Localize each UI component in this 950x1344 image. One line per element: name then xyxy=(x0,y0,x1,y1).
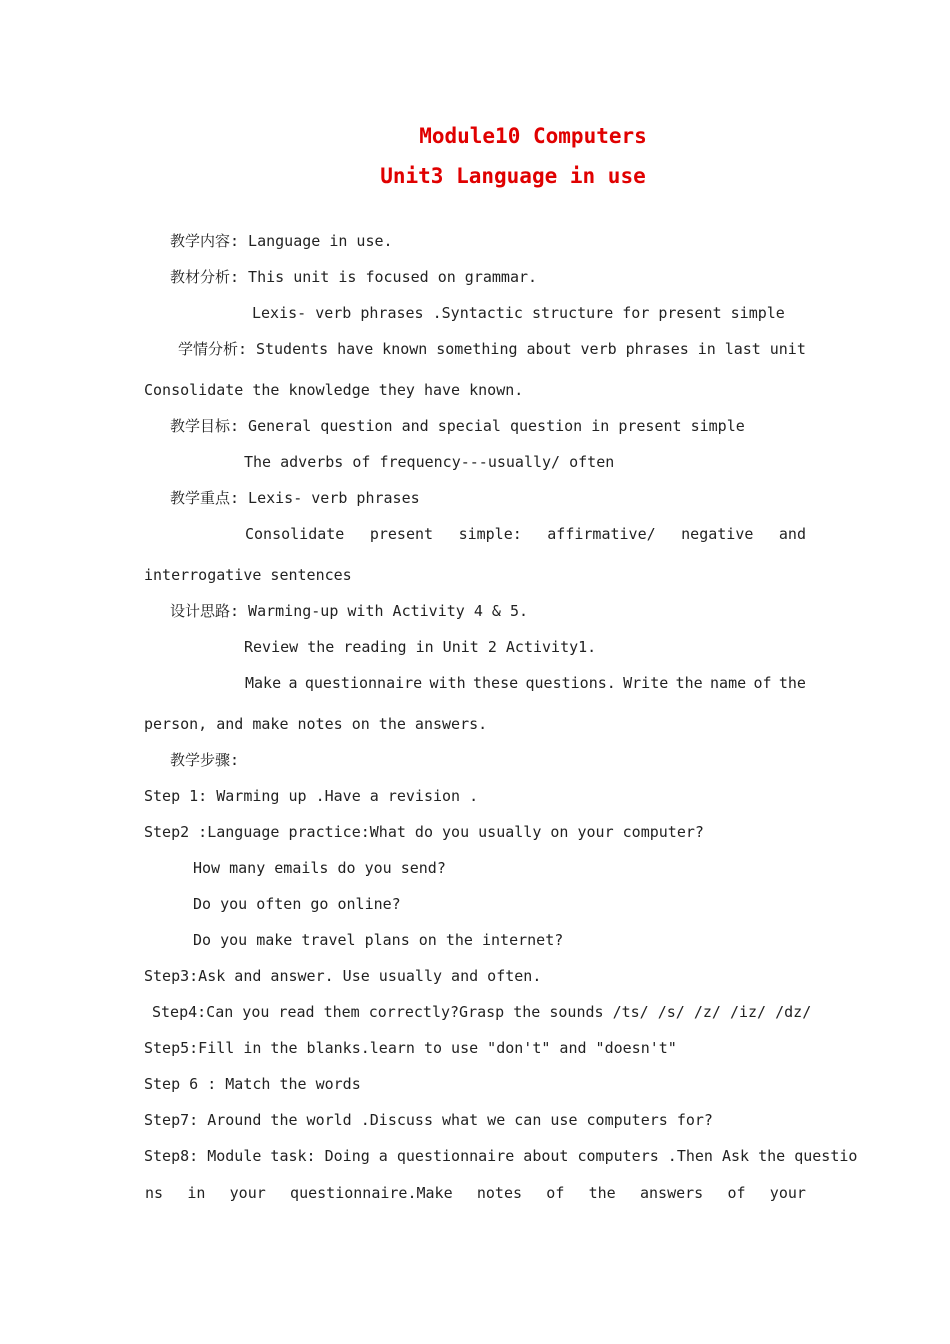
module-title: Module10 Computers xyxy=(419,124,647,148)
word: your xyxy=(229,1184,266,1202)
word: unit xyxy=(769,340,806,358)
word: present xyxy=(369,525,434,543)
unit-subtitle: Unit3 Language in use xyxy=(380,164,646,188)
step-1: Step 1: Warming up .Have a revision . xyxy=(144,787,479,805)
word: the xyxy=(588,1184,616,1202)
teaching-goal-line: 教学目标: General question and special question in present simple xyxy=(170,417,745,435)
word: of xyxy=(546,1184,565,1202)
word: questions. xyxy=(525,674,616,692)
learner-analysis-line xyxy=(178,339,806,359)
key-points-line: 教学重点: Lexis- verb phrases xyxy=(170,489,420,507)
make-questionnaire-line xyxy=(245,673,806,693)
word: questionnaire xyxy=(304,674,423,692)
word: simple: xyxy=(458,525,522,543)
teaching-content-line: 教学内容: Language in use. xyxy=(170,232,393,250)
word: affirmative/ xyxy=(547,525,656,543)
word: these xyxy=(473,674,519,692)
word: Students xyxy=(255,340,329,358)
word: last xyxy=(724,340,761,358)
word: name xyxy=(710,674,747,692)
step-6: Step 6 : Match the words xyxy=(144,1075,361,1093)
word: phrases xyxy=(625,340,689,358)
word: negative xyxy=(681,525,754,543)
word: known xyxy=(382,340,428,358)
question-3: Do you make travel plans on the internet? xyxy=(193,931,564,949)
step-5: Step5:Fill in the blanks.learn to use "don't" and "doesn't" xyxy=(144,1039,677,1057)
word: something xyxy=(436,340,518,358)
word: ns xyxy=(145,1184,164,1202)
step-4: Step4:Can you read them correctly?Grasp the sounds /ts/ /s/ /z/ /iz/ /dz/ xyxy=(152,1003,812,1021)
word: of xyxy=(727,1184,746,1202)
step-3: Step3:Ask and answer. Use usually and often. xyxy=(144,967,542,985)
adverbs-line: The adverbs of frequency---usually/ often xyxy=(244,453,615,471)
word: have xyxy=(337,340,374,358)
question-1: How many emails do you send? xyxy=(193,859,446,877)
question-2: Do you often go online? xyxy=(193,895,401,913)
word: Write xyxy=(623,674,669,692)
word: verb xyxy=(580,340,617,358)
consolidate-line: Consolidate the knowledge they have known. xyxy=(144,381,524,399)
word: and xyxy=(778,525,806,543)
material-analysis-line: 教材分析: This unit is focused on grammar. xyxy=(170,268,538,286)
present-simple-line xyxy=(245,524,806,544)
step-7: Step7: Around the world .Discuss what we can use computers for? xyxy=(144,1111,713,1129)
word: 学情分析: xyxy=(178,340,248,358)
lexis-line: Lexis- verb phrases .Syntactic structure for present simple xyxy=(252,304,785,322)
word: in xyxy=(187,1184,206,1202)
word: about xyxy=(526,340,572,358)
word: with xyxy=(429,674,466,692)
word: of xyxy=(753,674,772,692)
word: your xyxy=(769,1184,806,1202)
word: a xyxy=(288,674,298,692)
word: the xyxy=(675,674,703,692)
steps-heading: 教学步骤: xyxy=(170,751,240,769)
interrogative-line: interrogative sentences xyxy=(144,566,352,584)
word: Make xyxy=(245,674,282,692)
design-line: 设计思路: Warming-up with Activity 4 & 5. xyxy=(170,602,529,620)
person-notes-line: person, and make notes on the answers. xyxy=(144,715,488,733)
word: answers xyxy=(639,1184,704,1202)
step-8: Step8: Module task: Doing a questionnaire about computers .Then Ask the questio xyxy=(144,1147,858,1165)
step-8-continued xyxy=(145,1183,806,1203)
word: in xyxy=(697,340,716,358)
word: Consolidate xyxy=(245,525,345,543)
step-2: Step2 :Language practice:What do you usually on your computer? xyxy=(144,823,704,841)
word: notes xyxy=(476,1184,523,1202)
review-line: Review the reading in Unit 2 Activity1. xyxy=(244,638,597,656)
word: the xyxy=(778,674,806,692)
word: questionnaire.Make xyxy=(290,1184,453,1202)
